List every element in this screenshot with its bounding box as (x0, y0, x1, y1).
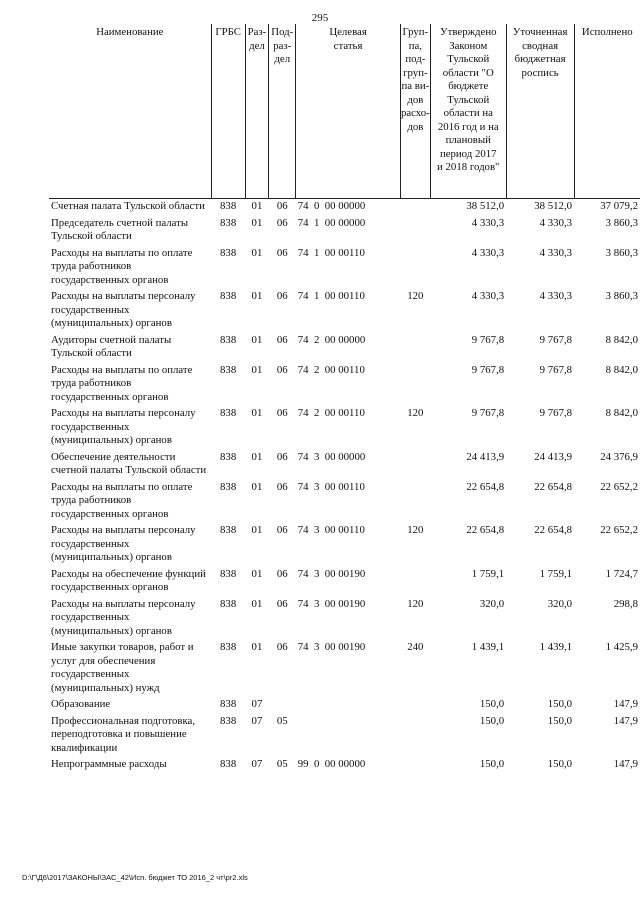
row-vid-rashodov (400, 199, 430, 216)
row-celevaya-statya: 74 3 00 00110 (297, 524, 365, 536)
row-razdel: 01 (251, 246, 263, 259)
row-utverzhdeno: 9 767,8 (471, 363, 505, 376)
row-podrazdel: 06 (276, 450, 288, 463)
row-celevaya-statya: 74 2 00 00110 (297, 363, 365, 376)
row-grbs: 838 (220, 714, 237, 727)
table-row (49, 289, 640, 333)
row-utverzhdeno: 4 330,3 (471, 290, 505, 302)
row-vid-rashodov: 120 (407, 524, 424, 536)
row-vid-rashodov (400, 333, 430, 363)
row-name: Расходы на выплаты персоналу государственных (муниципальных) органов (51, 597, 196, 637)
row-name: Профессиональная подготовка, переподготовка и повышение квалификации (51, 714, 196, 754)
row-ispolneno: 147,9 (613, 714, 638, 727)
table-row (49, 199, 640, 216)
row-utochnennaya: 150,0 (547, 714, 573, 727)
table-row (49, 714, 640, 758)
row-celevaya-statya (296, 697, 401, 714)
row-vid-rashodov (400, 216, 430, 246)
header-razdel: Раз- дел (245, 24, 269, 199)
row-razdel: 01 (251, 216, 263, 229)
row-utverzhdeno: 22 654,8 (466, 524, 505, 536)
table-row (49, 597, 640, 641)
table-row (49, 333, 640, 363)
row-celevaya-statya: 74 3 00 00110 (297, 480, 365, 493)
row-podrazdel: 05 (276, 758, 288, 770)
row-utochnennaya: 38 512,0 (534, 200, 573, 212)
row-celevaya-statya: 74 1 00 00000 (297, 216, 366, 229)
row-ispolneno: 37 079,2 (600, 200, 638, 212)
row-name: Непрограммные расходы (51, 758, 167, 770)
row-name: Образование (51, 698, 111, 710)
row-podrazdel: 06 (276, 597, 288, 610)
table-row (49, 216, 640, 246)
row-razdel: 01 (251, 597, 263, 610)
row-grbs: 838 (220, 758, 237, 770)
row-grbs: 838 (220, 450, 237, 463)
row-ispolneno: 1 724,7 (605, 567, 638, 580)
row-ispolneno: 3 860,3 (605, 290, 638, 302)
row-utverzhdeno: 24 413,9 (466, 450, 505, 463)
table-row (49, 246, 640, 290)
table-row (49, 567, 640, 597)
table-row (49, 480, 640, 524)
row-name: Председатель счетной палаты Тульской области (51, 216, 189, 242)
table-body (49, 199, 640, 774)
row-utochnennaya: 9 767,8 (539, 407, 573, 419)
row-utochnennaya: 22 654,8 (534, 524, 573, 536)
row-vid-rashodov (400, 697, 430, 714)
row-utverzhdeno: 38 512,0 (466, 200, 505, 212)
row-razdel: 01 (251, 567, 263, 580)
row-ispolneno: 22 652,2 (600, 480, 638, 493)
row-grbs: 838 (220, 597, 237, 610)
row-podrazdel: 06 (276, 246, 288, 259)
row-celevaya-statya (296, 714, 401, 758)
table-row (49, 523, 640, 567)
header-ispolneno: Исполнено (574, 24, 640, 199)
row-utochnennaya: 4 330,3 (539, 290, 573, 302)
row-utverzhdeno: 1 759,1 (471, 567, 505, 580)
row-podrazdel: 06 (276, 567, 288, 580)
row-utochnennaya: 9 767,8 (539, 333, 573, 346)
row-celevaya-statya: 74 1 00 00110 (297, 290, 365, 302)
row-razdel: 01 (251, 641, 263, 653)
row-ispolneno: 8 842,0 (605, 333, 638, 346)
row-podrazdel: 06 (276, 333, 288, 346)
row-vid-rashodov (400, 714, 430, 758)
row-celevaya-statya: 74 1 00 00110 (297, 246, 365, 259)
row-utverzhdeno: 150,0 (479, 714, 505, 727)
row-podrazdel: 05 (276, 714, 288, 727)
row-utochnennaya: 150,0 (547, 698, 573, 710)
row-celevaya-statya: 74 3 00 00190 (297, 641, 366, 653)
row-grbs: 838 (220, 698, 237, 710)
row-name: Расходы на выплаты персоналу государственных (муниципальных) органов (51, 407, 196, 446)
row-razdel: 01 (251, 450, 263, 463)
row-podrazdel: 06 (276, 641, 288, 653)
row-vid-rashodov: 120 (407, 597, 424, 610)
row-grbs: 838 (220, 333, 237, 346)
row-podrazdel (269, 697, 296, 714)
row-grbs: 838 (220, 216, 237, 229)
row-razdel: 01 (251, 363, 263, 376)
row-utverzhdeno: 9 767,8 (471, 333, 505, 346)
row-utverzhdeno: 150,0 (479, 698, 505, 710)
row-grbs: 838 (220, 200, 237, 212)
budget-table (49, 24, 640, 774)
row-name: Иные закупки товаров, работ и услуг для обеспечения государственных (муниципальных) нужд (51, 641, 194, 694)
row-name: Расходы на обеспечение функций государственных органов (51, 567, 206, 593)
row-utverzhdeno: 22 654,8 (466, 480, 505, 493)
header-utochnennaya: Уточненная сводная бюджетная роспись (506, 24, 574, 199)
row-grbs: 838 (220, 480, 237, 493)
row-ispolneno: 8 842,0 (605, 407, 638, 419)
row-utverzhdeno: 9 767,8 (471, 407, 505, 419)
row-name: Счетная палата Тульской области (51, 200, 205, 212)
table-row (49, 757, 640, 774)
row-ispolneno: 147,9 (613, 698, 638, 710)
header-name: Наименование (49, 24, 211, 199)
row-ispolneno: 3 860,3 (605, 216, 638, 229)
row-name: Аудиторы счетной палаты Тульской области (51, 333, 172, 359)
row-ispolneno: 147,9 (613, 758, 638, 770)
row-podrazdel: 06 (276, 363, 288, 376)
row-razdel: 01 (251, 200, 263, 212)
file-path-footer: D:\Г\Д6\2017\ЗАКОНЫ\ЗАС_42\Исп. бюджет ТО 2016_2 чт\pr2.xls (22, 873, 248, 882)
row-vid-rashodov (400, 246, 430, 290)
row-razdel: 01 (251, 333, 263, 346)
row-utverzhdeno: 320,0 (479, 597, 505, 610)
row-razdel: 01 (251, 407, 263, 419)
row-grbs: 838 (220, 567, 237, 580)
row-podrazdel: 06 (276, 200, 288, 212)
row-vid-rashodov (400, 757, 430, 774)
header-celevaya-statya: Целевая статья (296, 24, 401, 199)
row-vid-rashodov: 120 (407, 407, 424, 419)
row-utochnennaya: 22 654,8 (534, 480, 573, 493)
row-ispolneno: 8 842,0 (605, 363, 638, 376)
row-celevaya-statya: 99 0 00 00000 (297, 758, 366, 770)
row-razdel: 01 (251, 480, 263, 493)
row-celevaya-statya: 74 0 00 00000 (297, 200, 366, 212)
row-podrazdel: 06 (276, 216, 288, 229)
table-row (49, 406, 640, 450)
table-row (49, 363, 640, 407)
row-utverzhdeno: 4 330,3 (471, 216, 505, 229)
row-grbs: 838 (220, 641, 237, 653)
row-ispolneno: 24 376,9 (600, 450, 638, 463)
row-name: Расходы на выплаты по оплате труда работников государственных органов (51, 246, 193, 286)
row-name: Обеспечение деятельности счетной палаты Тульской области (51, 450, 207, 476)
row-vid-rashodov (400, 363, 430, 407)
row-celevaya-statya: 74 3 00 00190 (297, 567, 366, 580)
row-utochnennaya: 24 413,9 (534, 450, 573, 463)
table-row (49, 697, 640, 714)
row-name: Расходы на выплаты по оплате труда работников государственных органов (51, 480, 193, 520)
row-razdel: 07 (251, 758, 263, 770)
row-vid-rashodov: 120 (407, 290, 424, 302)
row-podrazdel: 06 (276, 290, 288, 302)
row-celevaya-statya: 74 2 00 00000 (297, 333, 366, 346)
row-utochnennaya: 1 439,1 (539, 641, 573, 653)
row-vid-rashodov (400, 567, 430, 597)
table-row (49, 640, 640, 697)
row-utochnennaya: 320,0 (547, 597, 573, 610)
row-ispolneno: 22 652,2 (600, 524, 638, 536)
row-vid-rashodov (400, 450, 430, 480)
row-utochnennaya: 150,0 (547, 758, 573, 770)
row-utverzhdeno: 150,0 (479, 758, 505, 770)
header-utverzhdeno: Утверждено Законом Тульской области "О бюджете Тульской области на 2016 год и на плановый период 2017 и 2018 годов" (430, 24, 506, 199)
row-vid-rashodov (400, 480, 430, 524)
row-celevaya-statya: 74 3 00 00000 (297, 450, 366, 463)
row-utochnennaya: 4 330,3 (539, 216, 573, 229)
row-grbs: 838 (220, 524, 237, 536)
row-grbs: 838 (220, 407, 237, 419)
row-podrazdel: 06 (276, 524, 288, 536)
row-grbs: 838 (220, 290, 237, 302)
row-ispolneno: 1 425,9 (605, 641, 638, 653)
row-razdel: 01 (251, 524, 263, 536)
row-ispolneno: 298,8 (613, 597, 638, 610)
row-razdel: 01 (251, 290, 263, 302)
row-podrazdel: 06 (276, 407, 288, 419)
row-vid-rashodov: 240 (407, 641, 424, 653)
row-razdel: 07 (251, 714, 263, 727)
row-utverzhdeno: 4 330,3 (471, 246, 505, 259)
row-utochnennaya: 1 759,1 (539, 567, 573, 580)
row-name: Расходы на выплаты персоналу государственных (муниципальных) органов (51, 290, 196, 329)
row-ispolneno: 3 860,3 (605, 246, 638, 259)
header-grbs: ГРБС (211, 24, 245, 199)
row-name: Расходы на выплаты по оплате труда работников государственных органов (51, 363, 193, 403)
row-razdel: 07 (251, 698, 263, 710)
row-utochnennaya: 4 330,3 (539, 246, 573, 259)
row-name: Расходы на выплаты персоналу государственных (муниципальных) органов (51, 524, 196, 563)
table-row (49, 450, 640, 480)
page-number: 295 (311, 12, 329, 24)
row-celevaya-statya: 74 3 00 00190 (297, 597, 366, 610)
row-utverzhdeno: 1 439,1 (471, 641, 505, 653)
header-row (49, 24, 640, 199)
row-celevaya-statya: 74 2 00 00110 (297, 407, 365, 419)
header-podrazdel: Под- раз- дел (269, 24, 296, 199)
row-grbs: 838 (220, 363, 237, 376)
row-grbs: 838 (220, 246, 237, 259)
header-gruppa: Груп- па, под- груп- па ви- дов расхо- дов (400, 24, 430, 199)
row-utochnennaya: 9 767,8 (539, 363, 573, 376)
row-podrazdel: 06 (276, 480, 288, 493)
